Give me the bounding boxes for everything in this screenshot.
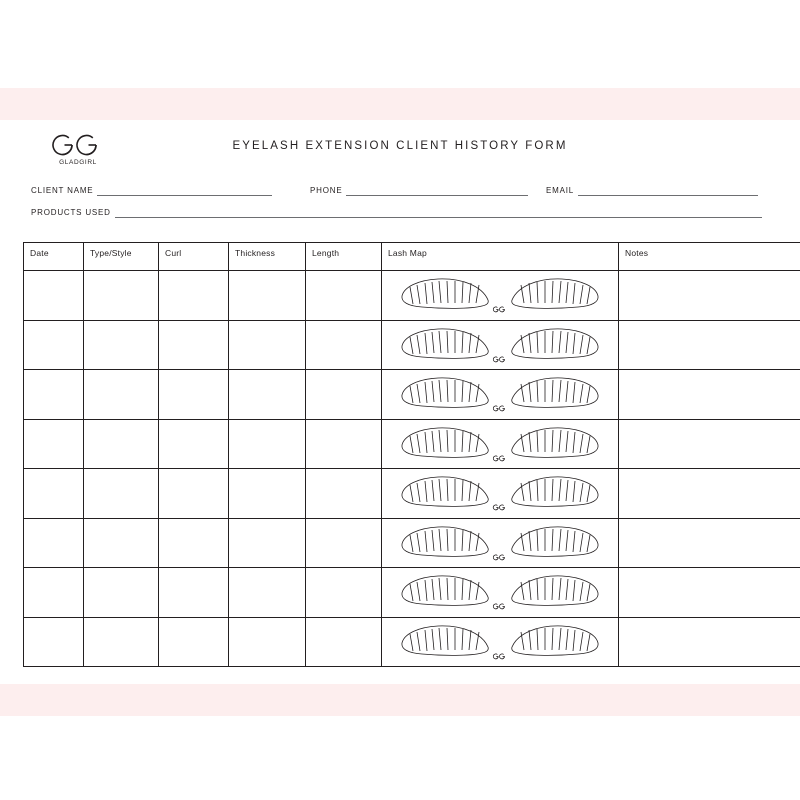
left-eye-diagram: [402, 576, 488, 605]
field-phone-input[interactable]: [346, 186, 528, 196]
lash-map-icon: [394, 422, 606, 466]
cell-curl[interactable]: [159, 568, 229, 618]
decorative-band-bottom: [0, 684, 800, 716]
cell-thickness[interactable]: [229, 617, 306, 667]
column-header-date: Date: [24, 243, 84, 271]
field-products-used[interactable]: [31, 208, 762, 218]
cell-curl[interactable]: [159, 370, 229, 420]
cell-length[interactable]: [306, 568, 382, 618]
column-header-curl: Curl: [159, 243, 229, 271]
cell-thickness[interactable]: [229, 271, 306, 321]
table-row: [24, 568, 800, 618]
cell-date[interactable]: [24, 518, 84, 568]
right-eye-diagram: [512, 477, 598, 506]
field-email-label: EMAIL: [546, 186, 575, 195]
left-eye-diagram: [402, 279, 488, 308]
field-client-name-label: CLIENT NAME: [31, 186, 94, 195]
right-eye-diagram: [512, 279, 598, 308]
cell-lash-map[interactable]: [382, 568, 619, 618]
cell-length[interactable]: [306, 518, 382, 568]
left-eye-diagram: [402, 428, 488, 457]
right-eye-diagram: [512, 428, 598, 457]
gg-monogram-icon: [493, 307, 504, 312]
right-eye-diagram: [512, 329, 598, 358]
lash-map-icon: [394, 570, 606, 614]
cell-notes[interactable]: [619, 518, 800, 568]
gg-monogram-icon: [493, 555, 504, 560]
cell-lash-map[interactable]: [382, 320, 619, 370]
cell-thickness[interactable]: [229, 370, 306, 420]
cell-notes[interactable]: [619, 271, 800, 321]
field-email-input[interactable]: [578, 186, 758, 196]
cell-type-style[interactable]: [84, 518, 159, 568]
cell-date[interactable]: [24, 469, 84, 519]
client-history-table: [23, 242, 777, 667]
cell-length[interactable]: [306, 469, 382, 519]
form-sheet: [0, 120, 800, 684]
cell-type-style[interactable]: [84, 370, 159, 420]
column-header-notes: Notes: [619, 243, 800, 271]
column-header-length: Length: [306, 243, 382, 271]
cell-thickness[interactable]: [229, 320, 306, 370]
gg-monogram-icon: [493, 406, 504, 411]
table-row: [24, 370, 800, 420]
right-eye-diagram: [512, 576, 598, 605]
right-eye-diagram: [512, 626, 598, 655]
field-phone[interactable]: [310, 186, 528, 196]
cell-thickness[interactable]: [229, 469, 306, 519]
cell-thickness[interactable]: [229, 518, 306, 568]
table-row: [24, 419, 800, 469]
cell-date[interactable]: [24, 320, 84, 370]
decorative-band-top: [0, 88, 800, 120]
cell-date[interactable]: [24, 568, 84, 618]
lash-map-icon: [394, 323, 606, 367]
page-title: EYELASH EXTENSION CLIENT HISTORY FORM: [232, 140, 568, 152]
cell-length[interactable]: [306, 617, 382, 667]
gg-monogram-icon: [493, 456, 504, 461]
cell-length[interactable]: [306, 370, 382, 420]
gg-monogram-icon: [493, 357, 504, 362]
cell-notes[interactable]: [619, 469, 800, 519]
left-eye-diagram: [402, 378, 488, 407]
cell-notes[interactable]: [619, 568, 800, 618]
cell-notes[interactable]: [619, 419, 800, 469]
table-row: [24, 271, 800, 321]
gg-monogram-icon: [493, 654, 504, 659]
client-fields: [0, 180, 800, 225]
cell-date[interactable]: [24, 419, 84, 469]
left-eye-diagram: [402, 626, 488, 655]
table-row: [24, 469, 800, 519]
cell-notes[interactable]: [619, 617, 800, 667]
left-eye-diagram: [402, 477, 488, 506]
right-eye-diagram: [512, 527, 598, 556]
cell-length[interactable]: [306, 271, 382, 321]
table-row: [24, 518, 800, 568]
field-client-name[interactable]: [31, 186, 272, 196]
cell-date[interactable]: [24, 370, 84, 420]
gg-monogram-icon: [493, 604, 504, 609]
lash-map-icon: [394, 521, 606, 565]
cell-thickness[interactable]: [229, 568, 306, 618]
cell-curl[interactable]: [159, 617, 229, 667]
lash-map-icon: [394, 471, 606, 515]
cell-notes[interactable]: [619, 370, 800, 420]
table-row: [24, 617, 800, 667]
cell-type-style[interactable]: [84, 271, 159, 321]
cell-curl[interactable]: [159, 271, 229, 321]
cell-type-style[interactable]: [84, 320, 159, 370]
field-client-name-input[interactable]: [97, 186, 272, 196]
gladgirl-wordmark: GLADGIRL: [59, 159, 97, 166]
cell-lash-map[interactable]: [382, 419, 619, 469]
lash-map-icon: [394, 372, 606, 416]
left-eye-diagram: [402, 329, 488, 358]
cell-curl[interactable]: [159, 518, 229, 568]
cell-thickness[interactable]: [229, 419, 306, 469]
column-header-thickness: Thickness: [229, 243, 306, 271]
field-phone-label: PHONE: [310, 186, 343, 195]
cell-type-style[interactable]: [84, 568, 159, 618]
cell-type-style[interactable]: [84, 617, 159, 667]
cell-lash-map[interactable]: [382, 469, 619, 519]
cell-curl[interactable]: [159, 469, 229, 519]
field-email[interactable]: [546, 186, 758, 196]
lash-map-icon: [394, 273, 606, 317]
cell-lash-map[interactable]: [382, 370, 619, 420]
right-eye-diagram: [512, 378, 598, 407]
cell-date[interactable]: [24, 617, 84, 667]
table-row: [24, 320, 800, 370]
cell-curl[interactable]: [159, 320, 229, 370]
left-eye-diagram: [402, 527, 488, 556]
cell-notes[interactable]: [619, 320, 800, 370]
cell-lash-map[interactable]: [382, 271, 619, 321]
table-header-row: [24, 243, 800, 271]
cell-lash-map[interactable]: [382, 518, 619, 568]
gg-monogram-icon: [493, 505, 504, 510]
cell-length[interactable]: [306, 320, 382, 370]
cell-date[interactable]: [24, 271, 84, 321]
column-header-type-style: Type/Style: [84, 243, 159, 271]
lash-map-icon: [394, 620, 606, 664]
field-products-used-input[interactable]: [115, 208, 762, 218]
cell-type-style[interactable]: [84, 419, 159, 469]
column-header-lash-map: Lash Map: [382, 243, 619, 271]
cell-type-style[interactable]: [84, 469, 159, 519]
form-header: [0, 120, 800, 182]
cell-length[interactable]: [306, 419, 382, 469]
field-products-used-label: PRODUCTS USED: [31, 208, 111, 217]
cell-curl[interactable]: [159, 419, 229, 469]
cell-lash-map[interactable]: [382, 617, 619, 667]
